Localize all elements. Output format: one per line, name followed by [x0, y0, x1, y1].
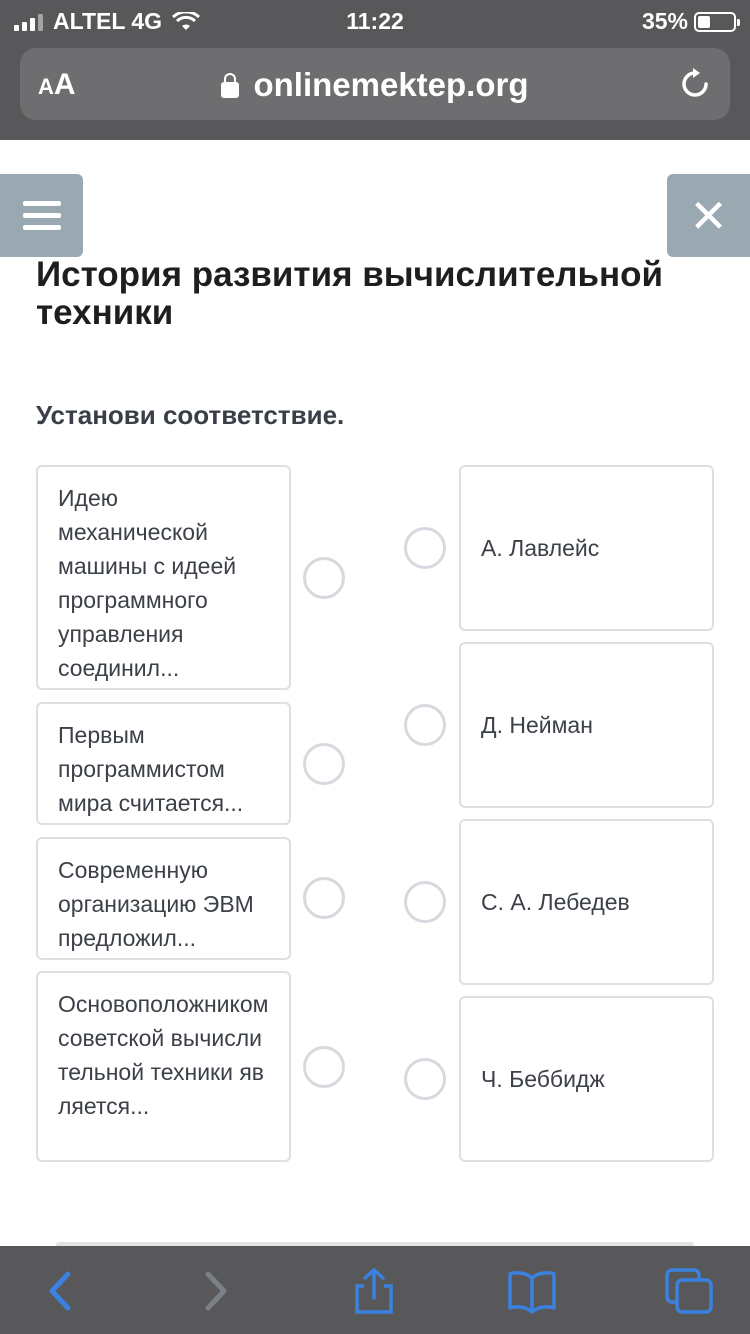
url-display[interactable] [20, 66, 730, 104]
left-connector-1[interactable] [303, 557, 345, 599]
hamburger-icon [23, 201, 61, 206]
close-button[interactable] [667, 174, 750, 257]
menu-button[interactable] [0, 174, 83, 257]
left-item-3[interactable] [36, 837, 291, 960]
left-item-text: Первым программистом мира считается... [58, 722, 244, 816]
text-size-button[interactable]: AA [38, 68, 76, 101]
battery-percent: 35% [641, 8, 688, 34]
left-item-2[interactable] [36, 702, 291, 825]
right-connector-2[interactable] [404, 704, 446, 746]
address-bar[interactable] [20, 48, 730, 120]
right-connector-1[interactable] [404, 527, 446, 569]
status-bar [0, 0, 750, 42]
left-item-1[interactable] [36, 465, 291, 690]
page-title: История развития вычислительной техники [36, 255, 664, 332]
share-icon[interactable] [349, 1268, 399, 1314]
left-item-text: Современную организацию ЭВМ предложил... [58, 857, 254, 951]
right-item-2[interactable] [459, 642, 714, 808]
lock-icon [221, 82, 239, 98]
left-connector-2[interactable] [303, 743, 345, 785]
right-item-4[interactable] [459, 996, 714, 1162]
right-item-3[interactable] [459, 819, 714, 985]
reload-icon[interactable] [676, 65, 714, 103]
task-instruction: Установи соответствие. [36, 400, 345, 430]
right-item-1[interactable] [459, 465, 714, 631]
left-connector-4[interactable] [303, 1046, 345, 1088]
carrier-label: ALTEL 4G [53, 8, 163, 34]
battery-icon [694, 12, 736, 32]
left-item-text: Идею механической машины с идеей программного управления соединил... [58, 485, 237, 681]
right-item-text: С. А. Лебедев [481, 889, 630, 915]
bookmarks-icon[interactable] [507, 1268, 557, 1314]
right-connector-4[interactable] [404, 1058, 446, 1100]
right-connector-3[interactable] [404, 881, 446, 923]
status-right [642, 8, 736, 35]
back-icon[interactable] [36, 1268, 86, 1314]
browser-chrome [0, 0, 750, 140]
right-item-text: А. Лавлейс [481, 535, 600, 561]
close-icon: ✕ [689, 189, 728, 242]
left-item-4[interactable] [36, 971, 291, 1162]
left-item-text: Основоположником советской вычислительной техники является... [58, 991, 269, 1119]
browser-toolbar [0, 1246, 750, 1334]
right-item-text: Д. Нейман [481, 712, 593, 738]
right-item-text: Ч. Беббидж [481, 1066, 605, 1092]
status-time: 11:22 [346, 8, 404, 34]
url-text: onlinemektep.org [253, 66, 529, 103]
tabs-icon[interactable] [664, 1268, 714, 1314]
left-connector-3[interactable] [303, 877, 345, 919]
forward-icon[interactable] [190, 1268, 240, 1314]
